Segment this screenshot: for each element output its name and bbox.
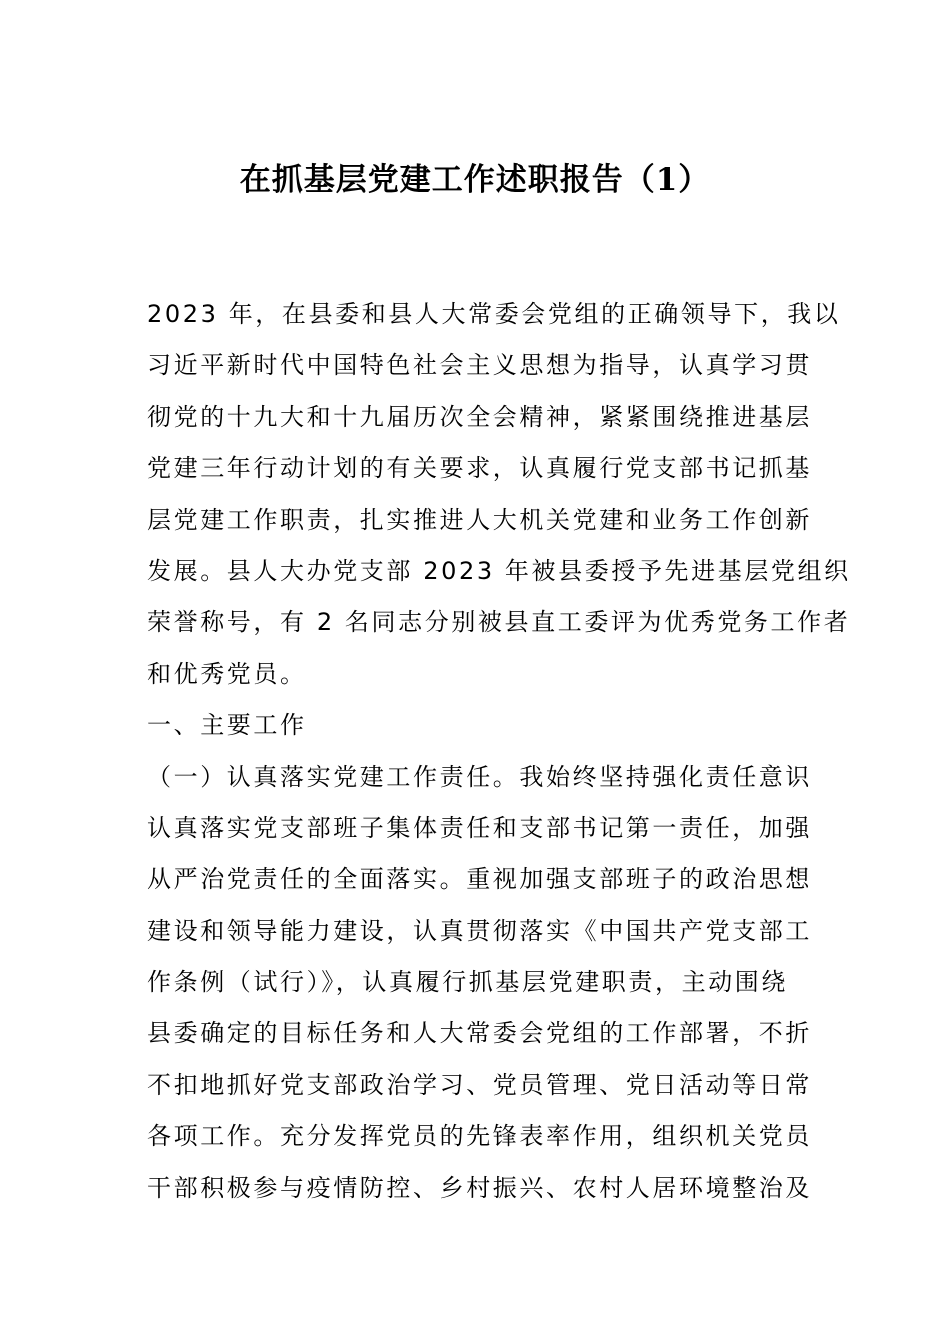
body-line: 层党建工作职责，扎实推进人大机关党建和业务工作创新: [147, 505, 812, 534]
body-line: 从严治党责任的全面落实。重视加强支部班子的政治思想: [147, 865, 812, 894]
document-body: [147, 289, 851, 1214]
body-line: 党建三年行动计划的有关要求，认真履行党支部书记抓基: [147, 454, 812, 483]
body-line: 县委确定的目标任务和人大常委会党组的工作部署，不折: [147, 1019, 812, 1048]
body-line: 发展。县人大办党支部 2023 年被县委授予先进基层党组织: [147, 556, 851, 585]
section-heading: 一、主要工作: [147, 711, 307, 740]
body-line: 不扣地抓好党支部政治学习、党员管理、党日活动等日常: [147, 1070, 812, 1099]
body-line: 荣誉称号，有 2 名同志分别被县直工委评为优秀党务工作者: [147, 608, 851, 637]
body-line: 建设和领导能力建设，认真贯彻落实《中国共产党支部工: [147, 916, 812, 945]
body-line: 认真落实党支部班子集体责任和支部书记第一责任，加强: [147, 813, 812, 842]
body-line: （一）认真落实党建工作责任。我始终坚持强化责任意识: [147, 762, 812, 791]
document-title: 在抓基层党建工作述职报告（1）: [239, 162, 711, 198]
body-line: 作条例（试行）》，认真履行抓基层党建职责，主动围绕: [147, 968, 788, 997]
body-line: 2023 年，在县委和县人大常委会党组的正确领导下，我以: [147, 300, 841, 328]
body-line: 彻党的十九大和十九届历次全会精神，紧紧围绕推进基层: [147, 402, 812, 431]
body-line: 干部积极参与疫情防控、乡村振兴、农村人居环境整治及: [147, 1173, 812, 1202]
body-line: 习近平新时代中国特色社会主义思想为指导，认真学习贯: [147, 351, 812, 380]
body-line: 各项工作。充分发挥党员的先锋表率作用，组织机关党员: [147, 1122, 812, 1151]
body-line: 和优秀党员。: [147, 659, 307, 688]
